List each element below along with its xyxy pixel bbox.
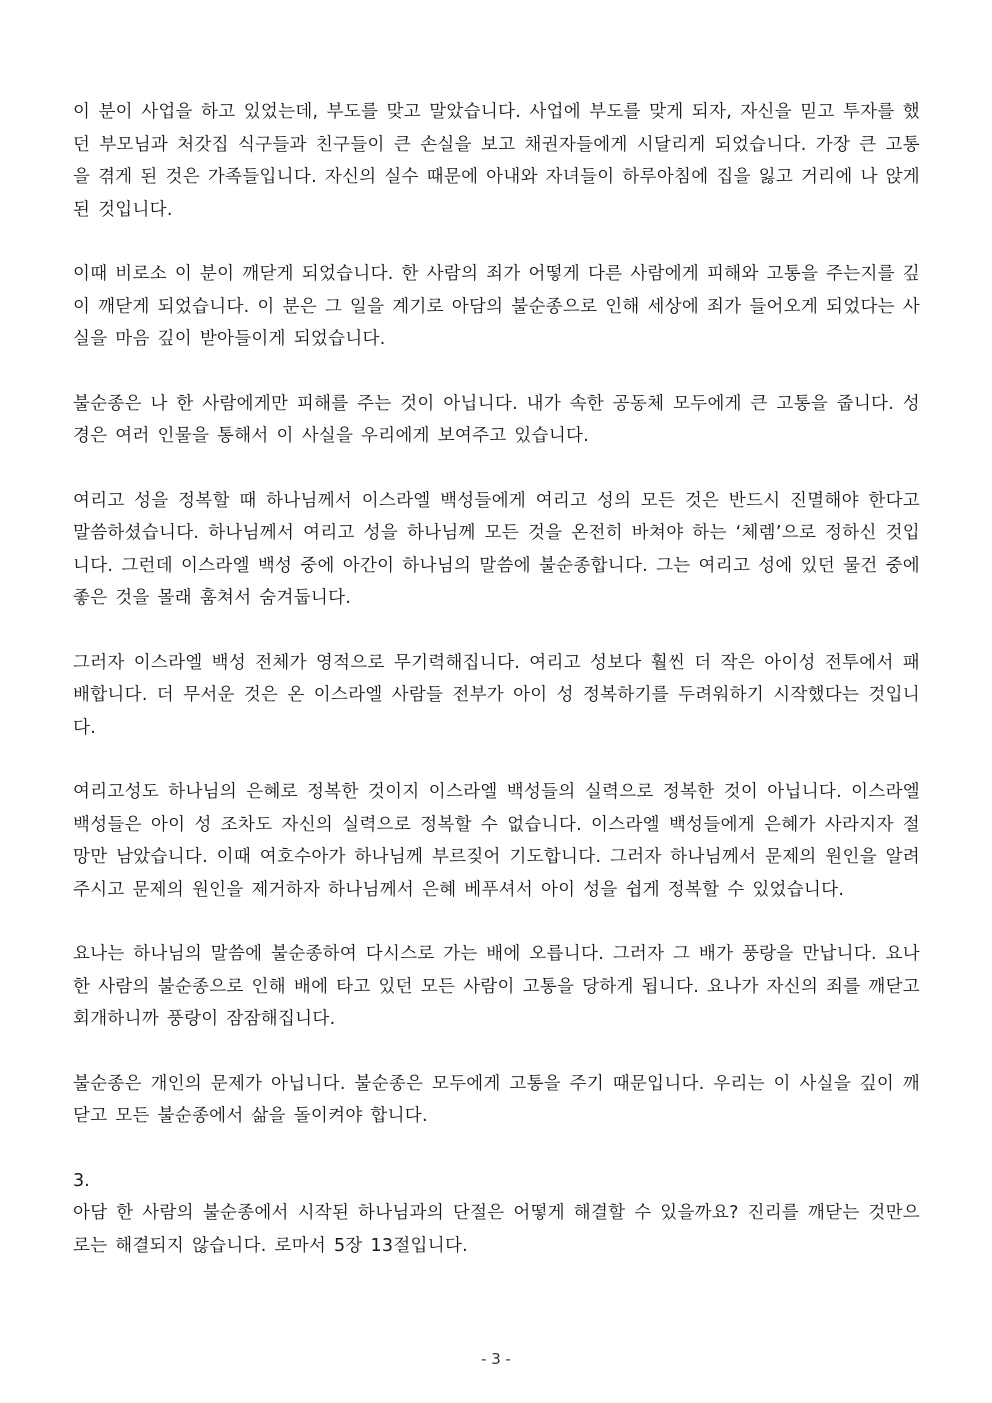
paragraph-7: 요나는 하나님의 말씀에 불순종하여 다시스로 가는 배에 오릅니다. 그러자 그 배가 풍랑을 만납니다. 요나 한 사람의 불순종으로 인해 배에 타고 있던 모든 사람이 고통을 당하게 됩니다. 요나가 자신의 죄를 깨닫고 회개하니까 풍랑이 잠잠해집니다. — [73, 944, 920, 1029]
paragraph-8: 불순종은 개인의 문제가 아닙니다. 불순종은 모두에게 고통을 주기 때문입니다. 우리는 이 사실을 깊이 깨닫고 모든 불순종에서 삶을 돌이켜야 합니다. — [73, 1073, 920, 1126]
page-number: - 3 - — [481, 1350, 511, 1368]
section-paragraph: 아담 한 사람의 불순종에서 시작된 하나님과의 단절은 어떻게 해결할 수 있을까요? 진리를 깨닫는 것만으로는 해결되지 않습니다. 로마서 5장 13절입니다. — [73, 1203, 920, 1256]
paragraph-4: 여리고 성을 정복할 때 하나님께서 이스라엘 백성들에게 여리고 성의 모든 것은 반드시 진멸해야 한다고 말씀하셨습니다. 하나님께서 여리고 성을 하나님께 모든 것을 온전히 바쳐야 하는 ‘체렘’으로 정하신 것입니다. 그런데 이스라엘 백성 중에 아간이 하나님의 말씀에 불순종합니다. 그는 여리고 성에 있던 물건 중에 좋은 것을 몰래 훔쳐서 숨겨둡니다. — [73, 490, 920, 608]
paragraph-6: 여리고성도 하나님의 은혜로 정복한 것이지 이스라엘 백성들의 실력으로 정복한 것이 아닙니다. 이스라엘 백성들은 아이 성 조차도 자신의 실력으로 정복할 수 없습니다. 이스라엘 백성들에게 은혜가 사라지자 절망만 남았습니다. 이때 여호수아가 하나님께 부르짖어 기도합니다. 그러자 하나님께서 문제의 원인을 알려주시고 문제의 원인을 제거하자 하나님께서 은혜 베푸셔서 아이 성을 쉽게 정복할 수 있었습니다. — [73, 782, 920, 900]
paragraph-5: 그러자 이스라엘 백성 전체가 영적으로 무기력해집니다. 여리고 성보다 훨씬 더 작은 아이성 전투에서 패배합니다. 더 무서운 것은 온 이스라엘 사람들 전부가 아이 성 정복하기를 두려워하기 시작했다는 것입니다. — [73, 652, 920, 738]
paragraph-3: 불순종은 나 한 사람에게만 피해를 주는 것이 아닙니다. 내가 속한 공동체 모두에게 큰 고통을 줍니다. 성경은 여러 인물을 통해서 이 사실을 우리에게 보여주고 있습니다. — [73, 393, 920, 446]
paragraph-1: 이 분이 사업을 하고 있었는데, 부도를 맞고 말았습니다. 사업에 부도를 맞게 되자, 자신을 믿고 투자를 했던 부모님과 처갓집 식구들과 친구들이 큰 손실을 보고 채권자들에게 시달리게 되었습니다. 가장 큰 고통을 겪게 된 것은 가족들입니다. 자신의 실수 때문에 아내와 자녀들이 하루아침에 집을 잃고 거리에 나 앉게 된 것입니다. — [73, 102, 920, 220]
paragraph-2: 이때 비로소 이 분이 깨닫게 되었습니다. 한 사람의 죄가 어떻게 다른 사람에게 피해와 고통을 주는지를 깊이 깨닫게 되었습니다. 이 분은 그 일을 계기로 아담의 불순종으로 인해 세상에 죄가 들어오게 되었다는 사실을 마음 깊이 받아들이게 되었습니다. — [73, 264, 920, 349]
section-number: 3. — [73, 1170, 90, 1191]
document-body — [73, 96, 920, 1294]
